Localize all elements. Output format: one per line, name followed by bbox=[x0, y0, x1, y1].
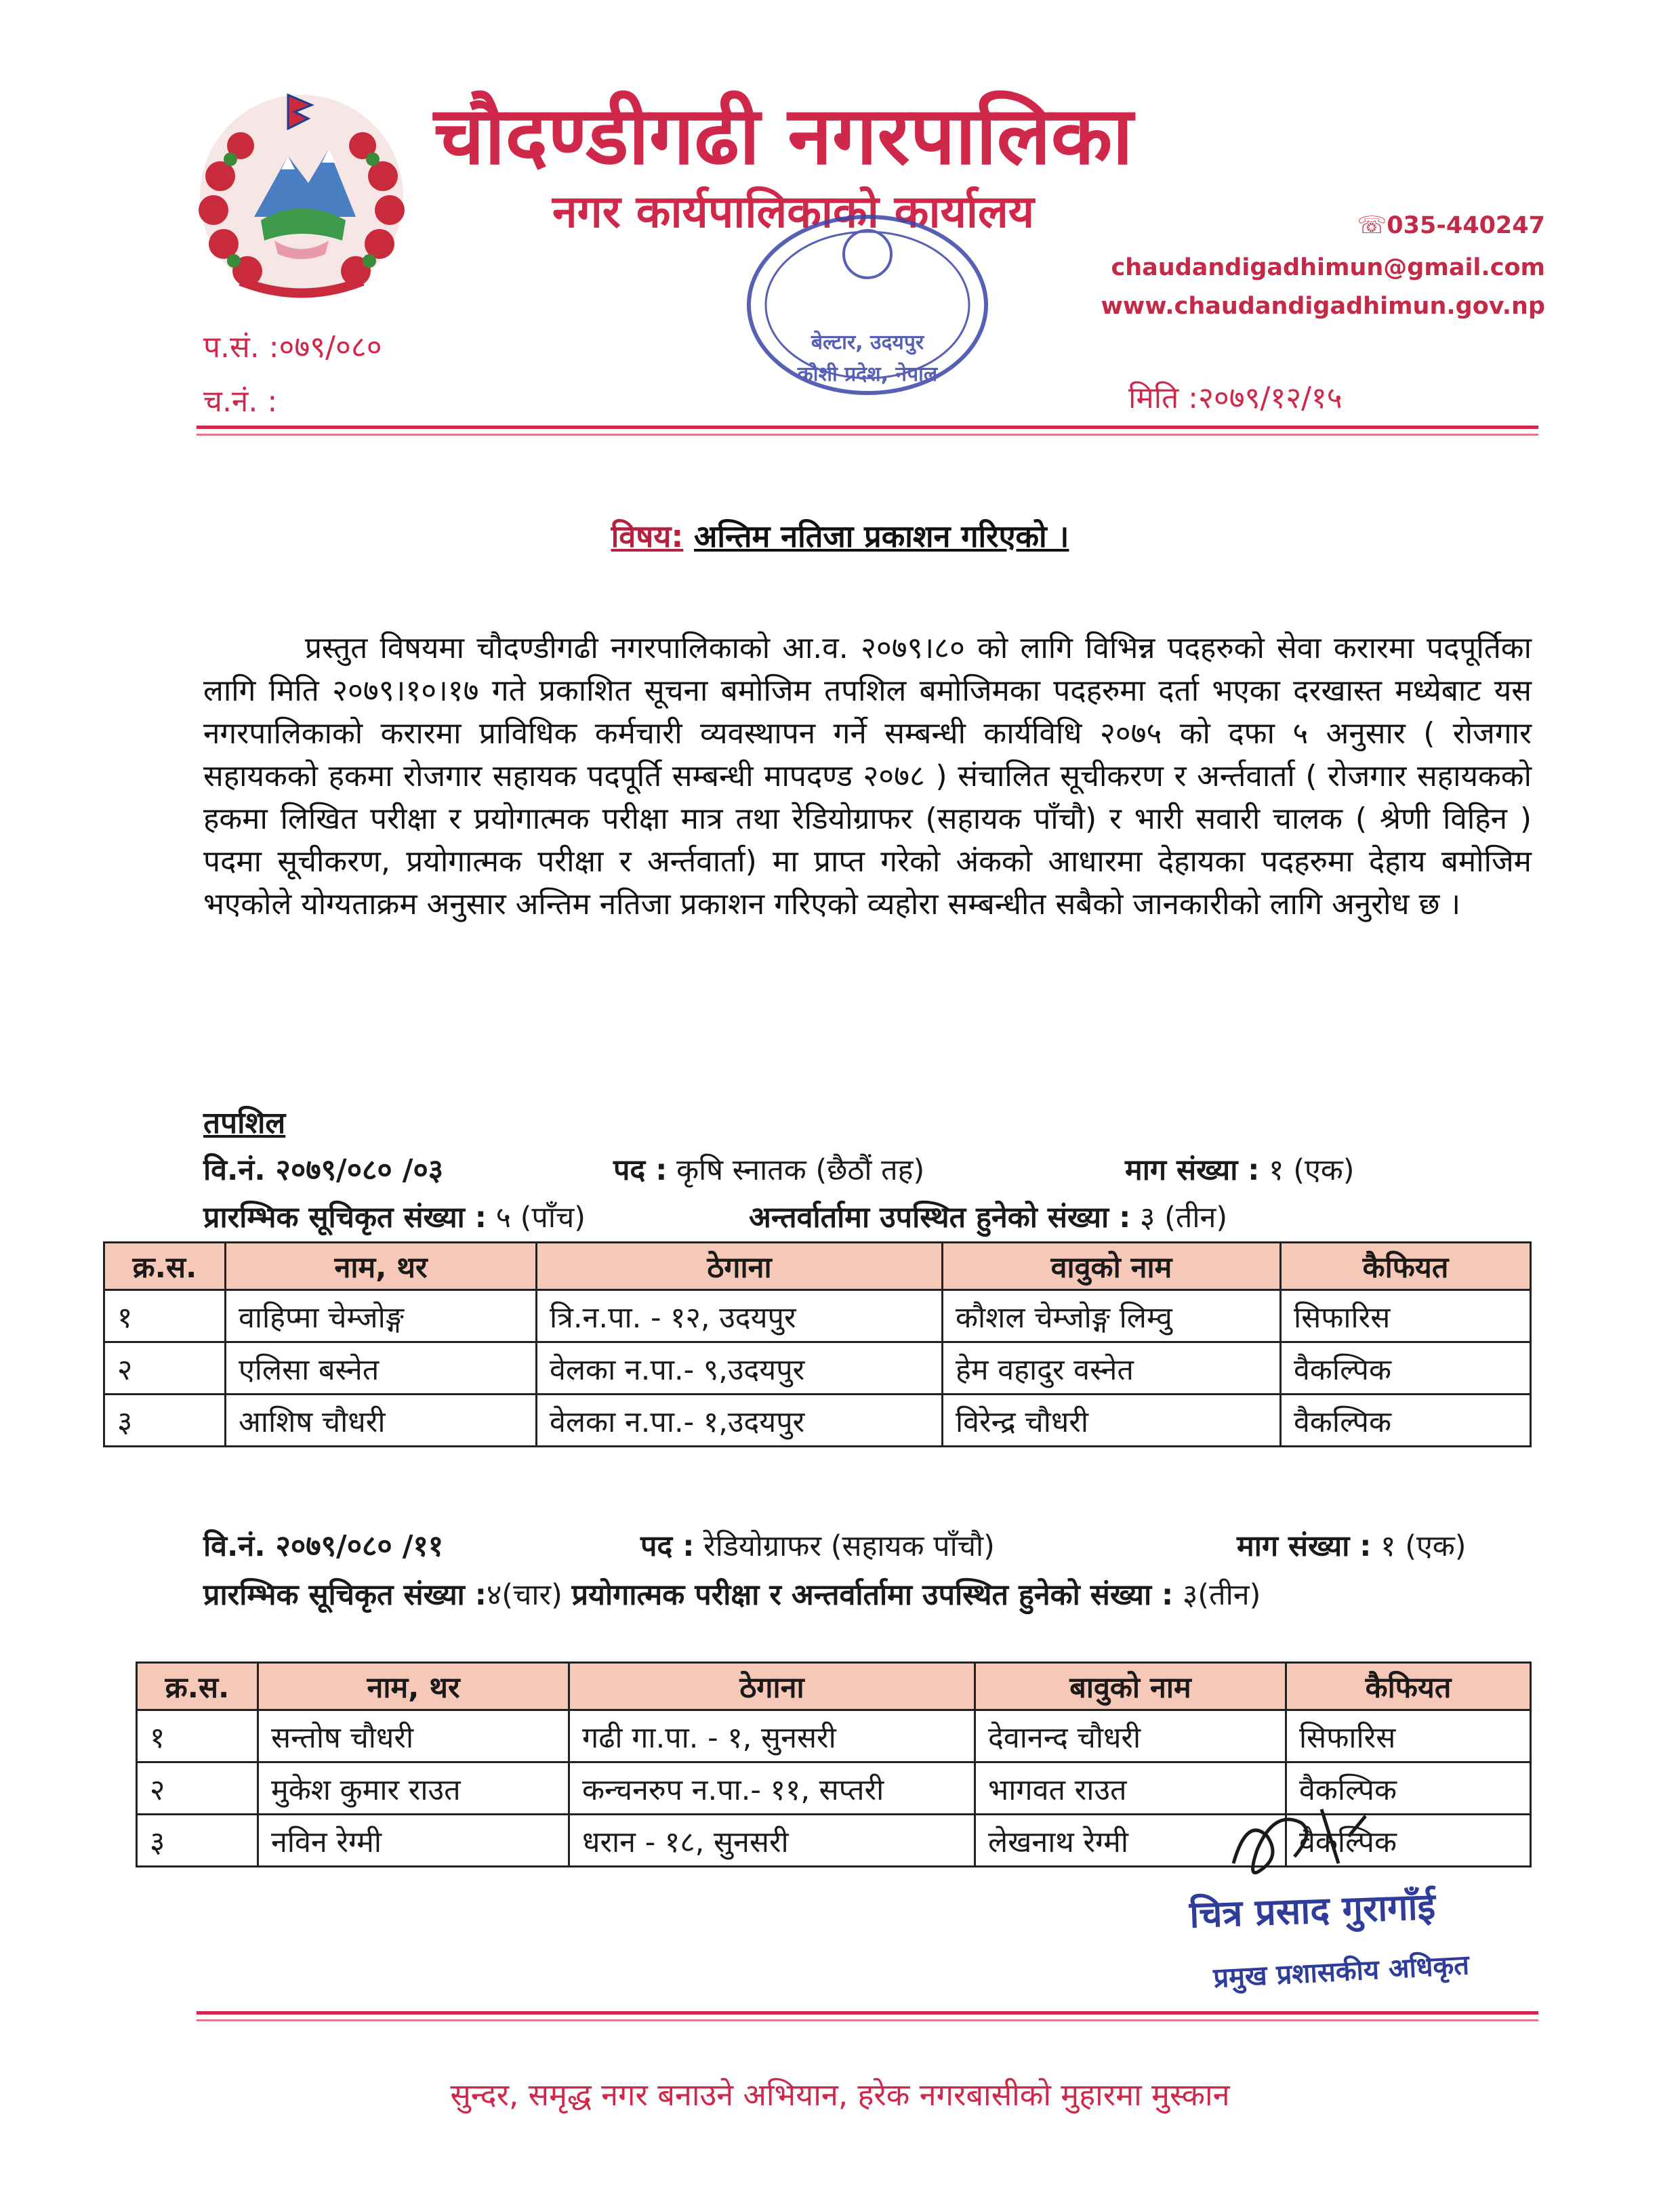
phone-icon: ☏ bbox=[1357, 212, 1387, 239]
email-address: chaudandigadhimun@gmail.com bbox=[1111, 254, 1545, 281]
signatory-name: चित्र प्रसाद गुरागाँई bbox=[1189, 1884, 1437, 1937]
footer-divider-thin bbox=[197, 2019, 1538, 2021]
section1-post: पद : कृषि स्नातक (छैठौं तह) bbox=[613, 1153, 925, 1187]
cell-serial: १ bbox=[137, 1710, 258, 1762]
table-header-row bbox=[104, 1243, 1531, 1290]
cell-address: कन्चनरुप न.पा.- ११, सप्तरी bbox=[569, 1762, 975, 1815]
stamp-line2: कोशी प्रदेश, नेपाल bbox=[797, 363, 938, 386]
cell-remarks: वैकल्पिक bbox=[1281, 1395, 1531, 1447]
cell-father: कौशल चेम्जोङ्ग लिम्वु bbox=[943, 1290, 1281, 1342]
cell-address: वेलका न.पा.- १,उदयपुर bbox=[537, 1395, 943, 1447]
cell-father: भागवत राउत bbox=[975, 1762, 1286, 1815]
section2-vigyapan: वि.नं. २०७९/०८० /११ bbox=[203, 1529, 444, 1563]
cell-father: देवानन्द चौधरी bbox=[975, 1710, 1286, 1762]
col-name: नाम, थर bbox=[258, 1663, 569, 1710]
stamp-line1: बेल्टार, उदयपुर bbox=[811, 331, 924, 354]
cell-remarks: वैकल्पिक bbox=[1286, 1762, 1531, 1815]
section2-demand: माग संख्या : १ (एक) bbox=[1237, 1529, 1467, 1563]
section1-present: अन्तर्वार्तामा उपस्थित हुनेको संख्या : ३ (तीन) bbox=[749, 1201, 1228, 1235]
cell-serial: ३ bbox=[137, 1815, 258, 1867]
cell-serial: १ bbox=[104, 1290, 226, 1342]
footer-divider bbox=[197, 2011, 1538, 2015]
col-address: ठेगाना bbox=[537, 1243, 943, 1290]
office-stamp bbox=[732, 203, 1003, 420]
cell-father: विरेन्द्र चौधरी bbox=[943, 1395, 1281, 1447]
section2-post: पद : रेडियोग्राफर (सहायक पाँचौ) bbox=[640, 1529, 995, 1563]
cell-address: त्रि.न.पा. - १२, उदयपुर bbox=[537, 1290, 943, 1342]
section1-demand: माग संख्या : १ (एक) bbox=[1125, 1153, 1355, 1187]
cell-name: आशिष चौधरी bbox=[226, 1395, 537, 1447]
cell-name: नविन रेग्मी bbox=[258, 1815, 569, 1867]
table-row bbox=[104, 1290, 1531, 1342]
phone-line bbox=[1071, 212, 1545, 239]
col-serial: क्र.स. bbox=[104, 1243, 226, 1290]
section1-table bbox=[103, 1241, 1532, 1447]
reference-number: प.सं. :०७९/०८० bbox=[203, 330, 382, 365]
col-remarks: कैफियत bbox=[1286, 1663, 1531, 1710]
cell-serial: २ bbox=[104, 1342, 226, 1395]
website-address: www.chaudandigadhimun.gov.np bbox=[1101, 293, 1545, 320]
header-divider-thin bbox=[197, 434, 1538, 436]
cell-father: हेम वहादुर वस्नेत bbox=[943, 1342, 1281, 1395]
signature-scribble bbox=[1220, 1796, 1396, 1891]
letter-date: मिति :२०७९/१२/१५ bbox=[1128, 381, 1343, 415]
table-row bbox=[137, 1710, 1531, 1762]
cell-name: वाहिप्मा चेम्जोङ्ग bbox=[226, 1290, 537, 1342]
table-row bbox=[104, 1395, 1531, 1447]
cell-name: मुकेश कुमार राउत bbox=[258, 1762, 569, 1815]
subject-label: विषय: bbox=[611, 518, 684, 554]
cell-name: एलिसा बस्नेत bbox=[226, 1342, 537, 1395]
col-address: ठेगाना bbox=[569, 1663, 975, 1710]
section1-vigyapan: वि.नं. २०७९/०८० /०३ bbox=[203, 1153, 444, 1187]
cell-address: वेलका न.पा.- ९,उदयपुर bbox=[537, 1342, 943, 1395]
section2-shortlist: प्रारम्भिक सूचिकृत संख्या :४(चार) प्रयोगात्मक परीक्षा र अन्तर्वार्तामा उपस्थित हुनेको संख्या : ३(तीन) bbox=[203, 1578, 1261, 1612]
table-header-row bbox=[137, 1663, 1531, 1710]
header-divider bbox=[197, 426, 1538, 429]
col-name: नाम, थर bbox=[226, 1243, 537, 1290]
cell-name: सन्तोष चौधरी bbox=[258, 1710, 569, 1762]
footer-slogan: सुन्दर, समृद्ध नगर बनाउने अभियान, हरेक नगरबासीको मुहारमा मुस्कान bbox=[450, 2077, 1230, 2113]
col-remarks: कैफियत bbox=[1281, 1243, 1531, 1290]
cell-serial: २ bbox=[137, 1762, 258, 1815]
nepal-emblem-logo bbox=[193, 81, 410, 305]
subject-line bbox=[0, 515, 1680, 556]
cell-address: धरान - १८, सुनसरी bbox=[569, 1815, 975, 1867]
cell-remarks: सिफारिस bbox=[1286, 1710, 1531, 1762]
signatory-title: प्रमुख प्रशासकीय अधिकृत bbox=[1212, 1949, 1471, 1994]
cell-serial: ३ bbox=[104, 1395, 226, 1447]
table-row bbox=[104, 1342, 1531, 1395]
cell-remarks: सिफारिस bbox=[1281, 1290, 1531, 1342]
cell-address: गढी गा.पा. - १, सुनसरी bbox=[569, 1710, 975, 1762]
org-name: चौदण्डीगढी नगरपालिका bbox=[434, 89, 1133, 182]
details-heading: तपशिल bbox=[203, 1106, 286, 1140]
office-name: नगर कार्यपालिकाको कार्यालय bbox=[552, 186, 1034, 238]
section1-shortlist: प्रारम्भिक सूचिकृत संख्या : ५ (पाँच) bbox=[203, 1201, 586, 1235]
dispatch-number: च.नं. : bbox=[203, 384, 278, 419]
cell-remarks: वैकल्पिक bbox=[1286, 1815, 1531, 1867]
col-father: बावुको नाम bbox=[975, 1663, 1286, 1710]
letter-body: प्रस्तुत विषयमा चौदण्डीगढी नगरपालिकाको आ.व. २०७९।८० को लागि विभिन्न पदहरुको सेवा करारमा पदपूर्तिका लागि मिति २०७९।१०।१७ गते प्रकाशित सूचना बमोजिम तपशिल बमोजिमका पदहरुमा दर्ता भएका दरखास्त मध्येबाट यस नगरपालिकाको करारमा प्राविधिक कर्मचारी व्यवस्थापन गर्ने सम्बन्धी कार्यविधि २०७५ को दफा ५ अनुसार ( रोजगार सहायकको हकमा रोजगार सहायक पदपूर्ति सम्बन्धी मापदण्ड २०७८ ) संचालित सूचीकरण र अर्न्तवार्ता ( रोजगार सहायकको हकमा लिखित परीक्षा र प्रयोगात्मक परीक्षा मात्र तथा रेडियोग्राफर (सहायक पाँचौ) र भारी सवारी चालक ( श्रेणी विहिन ) पदमा सूचीकरण, प्रयोगात्मक परीक्षा र अर्न्तवार्ता) मा प्राप्त गरेको अंकको आधारमा देहायका पदहरुमा देहाय बमोजिम भएकोले योग्यताक्रम अनुसार अन्तिम नतिजा प्रकाशन गरिएको व्यहोरा सम्बन्धीत सबैको जानकारीको लागि अनुरोध छ । bbox=[203, 631, 1532, 922]
cell-remarks: वैकल्पिक bbox=[1281, 1342, 1531, 1395]
subject-text: अन्तिम नतिजा प्रकाशन गरिएको । bbox=[694, 518, 1069, 554]
phone-number: 035-440247 bbox=[1387, 212, 1545, 239]
col-father: वावुको नाम bbox=[943, 1243, 1281, 1290]
col-serial: क्र.स. bbox=[137, 1663, 258, 1710]
cell-father: लेखनाथ रेग्मी bbox=[975, 1815, 1286, 1867]
